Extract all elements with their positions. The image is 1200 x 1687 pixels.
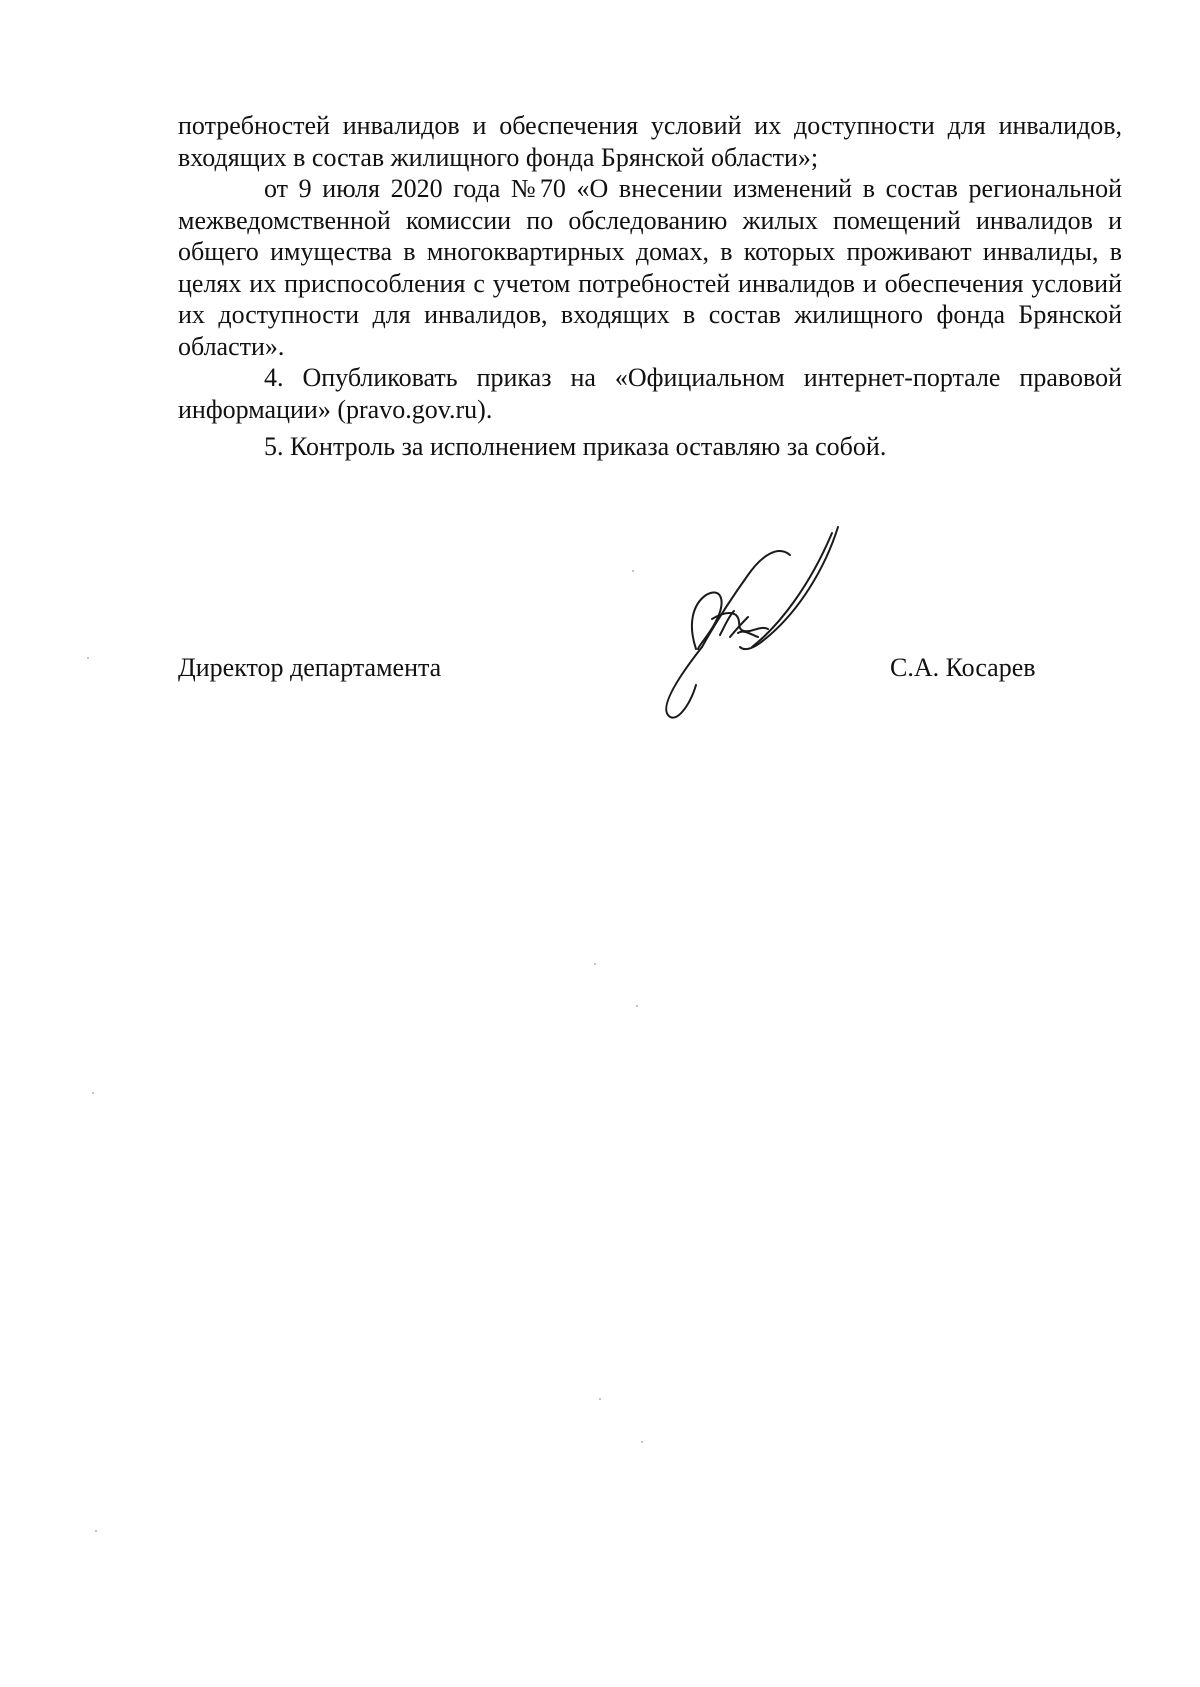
paragraph-item-5: 5. Контроль за исполнением приказа оставляю за собой. (264, 432, 887, 461)
scan-speck (87, 657, 89, 659)
handwritten-signature (640, 525, 910, 725)
document-body (178, 110, 1122, 463)
scan-speck (636, 1005, 638, 1007)
scan-speck (632, 570, 634, 572)
scan-speck (95, 1530, 97, 1532)
signer-position: Директор департамента (178, 653, 442, 682)
signer-name: С.А. Косарев (890, 653, 1036, 682)
paragraph-continuation: потребностей инвалидов и обеспечения условий их доступности для инвалидов, входящих в состав жилищного фонда Брянской области»; (178, 111, 1122, 172)
paragraph-order-70: от 9 июля 2020 года №70 «О внесении изменений в состав региональной межведомственной комиссии по обследованию жилых помещений инвалидов и общего имущества в многоквартирных домах, в которых проживают инвалиды, в целях их приспособления с учетом потребностей инвалидов и обеспечения условий их доступности для инвалидов, входящих в состав жилищного фонда Брянской области». (178, 174, 1122, 361)
scan-speck (641, 1441, 643, 1443)
scan-speck (92, 1092, 94, 1094)
scan-speck (594, 963, 596, 965)
paragraph-item-4: 4. Опубликовать приказ на «Официальном интернет-портале правовой информации» (pravo.gov.ru). (178, 363, 1122, 424)
scan-speck (599, 1398, 601, 1400)
